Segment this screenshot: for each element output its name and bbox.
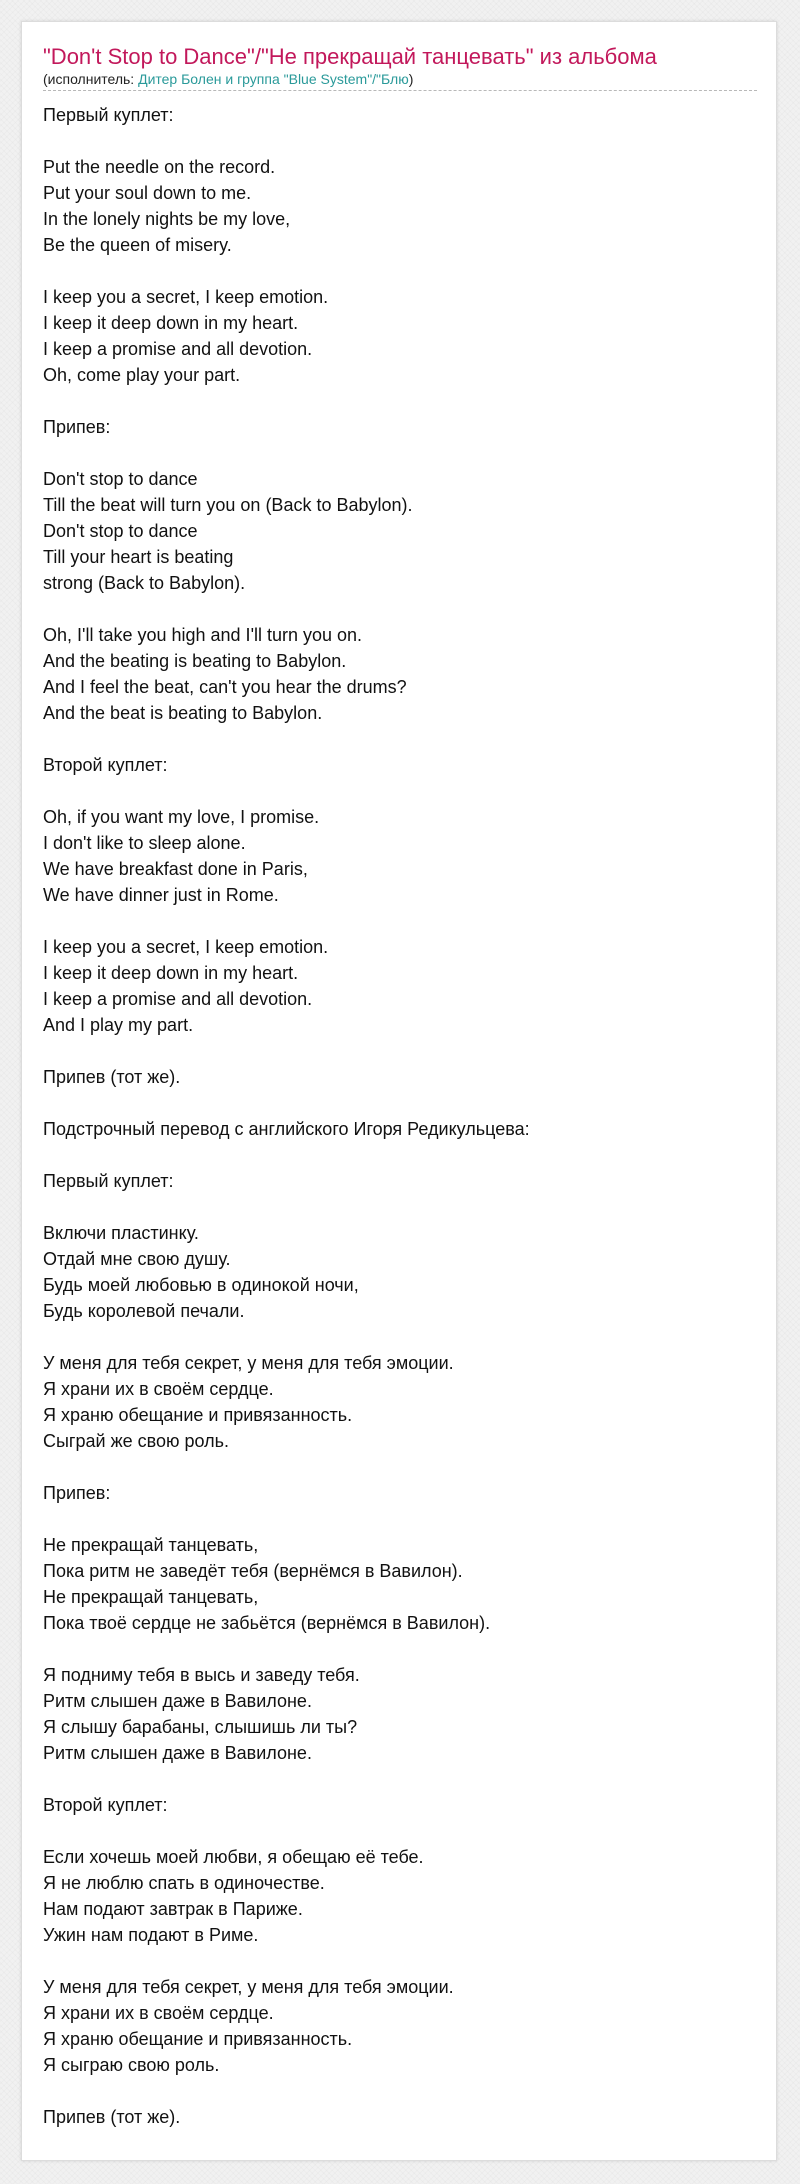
lyric-line: Подстрочный перевод с английского Игоря Редикульцева: [43,1119,530,1139]
lyric-line: Put your soul down to me. [43,183,252,203]
lyric-line: Я не люблю спать в одиночестве. [43,1873,325,1893]
lyric-line: strong (Back to Babylon). [43,573,246,593]
lyric-line: Be the queen of misery. [43,235,232,255]
lyric-line: Пока твоё сердце не забьётся (вернёмся в Вавилон). [43,1613,491,1633]
blank-line [43,1194,757,1220]
lyric-line: I keep it deep down in my heart. [43,313,299,333]
lyric-line: I keep it deep down in my heart. [43,963,299,983]
lyric-line: Припев: [43,1483,111,1503]
performer-link[interactable]: Дитер Болен и группа "Blue System"/"Блю [138,71,409,87]
lyric-line: Don't stop to dance [43,469,198,489]
lyric-line: Till the beat will turn you on (Back to Babylon). [43,495,413,515]
lyric-line: Я храни их в своём сердце. [43,2003,274,2023]
song-title: "Don't Stop to Dance"/"Не прекращай танцевать" из альбома [43,44,657,69]
lyric-line: Второй куплет: [43,755,168,775]
lyric-line: I keep you a secret, I keep emotion. [43,937,329,957]
lyric-line: У меня для тебя секрет, у меня для тебя эмоции. [43,1977,454,1997]
lyric-line: I keep a promise and all devotion. [43,339,313,359]
lyric-line: In the lonely nights be my love, [43,209,291,229]
blank-line [43,1324,757,1350]
lyric-line: Не прекращай танцевать, [43,1587,259,1607]
lyric-line: And I play my part. [43,1015,194,1035]
lyric-line: And the beat is beating to Babylon. [43,703,323,723]
blank-line [43,1038,757,1064]
lyric-line: Не прекращай танцевать, [43,1535,259,1555]
lyric-line: Будь королевой печали. [43,1301,245,1321]
blank-line [43,596,757,622]
lyric-line: We have dinner just in Rome. [43,885,279,905]
lyric-line: Я сыграю свою роль. [43,2055,220,2075]
lyrics-text [43,102,757,2130]
lyric-line: Oh, if you want my love, I promise. [43,807,320,827]
lyric-line: I don't like to sleep alone. [43,833,246,853]
blank-line [43,1636,757,1662]
lyric-line: I keep you a secret, I keep emotion. [43,287,329,307]
lyric-line: Первый куплет: [43,1171,174,1191]
lyric-line: Ужин нам подают в Риме. [43,1925,259,1945]
lyric-line: Я храню обещание и привязанность. [43,1405,353,1425]
performer-prefix: (исполнитель: [43,71,139,87]
lyric-line: Put the needle on the record. [43,157,276,177]
lyric-line: Don't stop to dance [43,521,198,541]
blank-line [43,778,757,804]
lyric-line: Припев (тот же). [43,1067,181,1087]
lyric-line: Пока ритм не заведёт тебя (вернёмся в Вавилон). [43,1561,463,1581]
blank-line [43,258,757,284]
lyric-line: Припев: [43,417,111,437]
lyric-line: Ритм слышен даже в Вавилоне. [43,1691,312,1711]
blank-line [43,1454,757,1480]
lyric-line: Oh, come play your part. [43,365,241,385]
lyric-line: Сыграй же свою роль. [43,1431,230,1451]
lyric-line: Oh, I'll take you high and I'll turn you on. [43,625,363,645]
lyric-line: Второй куплет: [43,1795,168,1815]
lyrics-card [21,21,777,2161]
blank-line [43,1818,757,1844]
lyric-line: Я подниму тебя в высь и заведу тебя. [43,1665,360,1685]
lyric-line: Будь моей любовью в одинокой ночи, [43,1275,359,1295]
blank-line [43,2078,757,2104]
lyric-line: Till your heart is beating [43,547,234,567]
blank-line [43,726,757,752]
lyric-line: And the beating is beating to Babylon. [43,651,347,671]
blank-line [43,440,757,466]
lyric-line: У меня для тебя секрет, у меня для тебя эмоции. [43,1353,454,1373]
performer-line [43,71,757,88]
lyric-line: Если хочешь моей любви, я обещаю её тебе. [43,1847,424,1867]
lyric-line: Включи пластинку. [43,1223,199,1243]
lyric-line: Нам подают завтрак в Париже. [43,1899,303,1919]
blank-line [43,1506,757,1532]
lyric-line: Первый куплет: [43,105,174,125]
lyric-line: I keep a promise and all devotion. [43,989,313,1009]
lyric-line: Отдай мне свою душу. [43,1249,231,1269]
blank-line [43,1766,757,1792]
performer-suffix: ) [408,71,414,87]
blank-line [43,908,757,934]
blank-line [43,388,757,414]
blank-line [43,1142,757,1168]
song-header [43,42,757,91]
blank-line [43,128,757,154]
lyric-line: Я храни их в своём сердце. [43,1379,274,1399]
blank-line [43,1090,757,1116]
lyric-line: Я храню обещание и привязанность. [43,2029,353,2049]
lyric-line: Я слышу барабаны, слышишь ли ты? [43,1717,358,1737]
lyric-line: And I feel the beat, can't you hear the drums? [43,677,407,697]
blank-line [43,1948,757,1974]
lyric-line: We have breakfast done in Paris, [43,859,308,879]
lyric-line: Припев (тот же). [43,2107,181,2127]
lyric-line: Ритм слышен даже в Вавилоне. [43,1743,312,1763]
